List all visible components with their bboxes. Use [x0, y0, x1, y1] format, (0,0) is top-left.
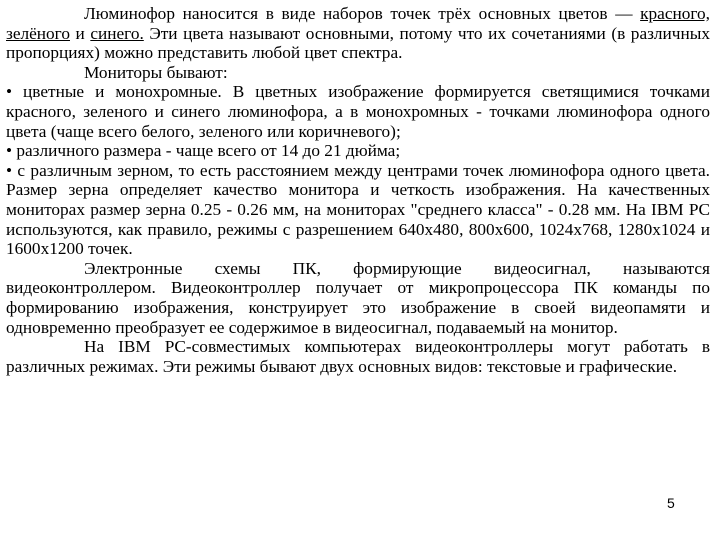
- bullet-color-monochrome: • цветные и монохромные. В цветных изображение формируется светящимися точками красного, зеленого и синего люминофора, а в монохромных - точками люминофора одного цвета (чаще всего белого, зеленого или коричневого);: [6, 82, 710, 141]
- conjunction: и: [69, 23, 91, 43]
- paragraph-phosphor: [6, 4, 710, 63]
- underlined-red: красного,: [640, 4, 710, 23]
- paragraph-monitors-heading: Мониторы бывают:: [84, 62, 228, 82]
- paragraph-phosphor-end: Эти цвета называют основными, потому что их сочетаниями (в различных пропорциях) можно представить любой цвет спектра.: [6, 23, 710, 63]
- underlined-blue: синего.: [90, 23, 144, 43]
- body-text: [6, 4, 710, 376]
- paragraph-video-controller: Электронные схемы ПК, формирующие видеосигнал, называются видеоконтроллером. Видеоконтроллер получает от микропроцессора ПК команды по формированию изображения, конструирует это изображение в своей видеопамяти и одновременно преобразует ее содержимое в видеосигнал, подаваемый на монитор.: [6, 258, 710, 337]
- bullet-dot-pitch: • с различным зерном, то есть расстоянием между центрами точек люминофора одного цвета. Размер зерна определяет качество монитора и четкость изображения. На качественных мониторах размер зерна 0.25 - 0.26 мм, на мониторах "среднего класса" - 0.28 мм. На IBM PC используются, как правило, режимы с разрешением 640х480, 800х600, 1024х768, 1280х1024 и 1600х1200 точек.: [6, 160, 710, 259]
- page-number: 5: [667, 495, 675, 511]
- paragraph-video-modes: На IBM PC-совместимых компьютерах видеоконтроллеры могут работать в различных режимах. Эти режимы бывают двух основных видов: текстовые и графические.: [6, 337, 710, 376]
- underlined-green: зелёного: [6, 23, 70, 43]
- bullet-size: • различного размера - чаще всего от 14 до 21 дюйма;: [6, 141, 401, 161]
- paragraph-phosphor-start: Люминофор наносится в виде наборов точек трёх основных цветов —: [84, 4, 641, 23]
